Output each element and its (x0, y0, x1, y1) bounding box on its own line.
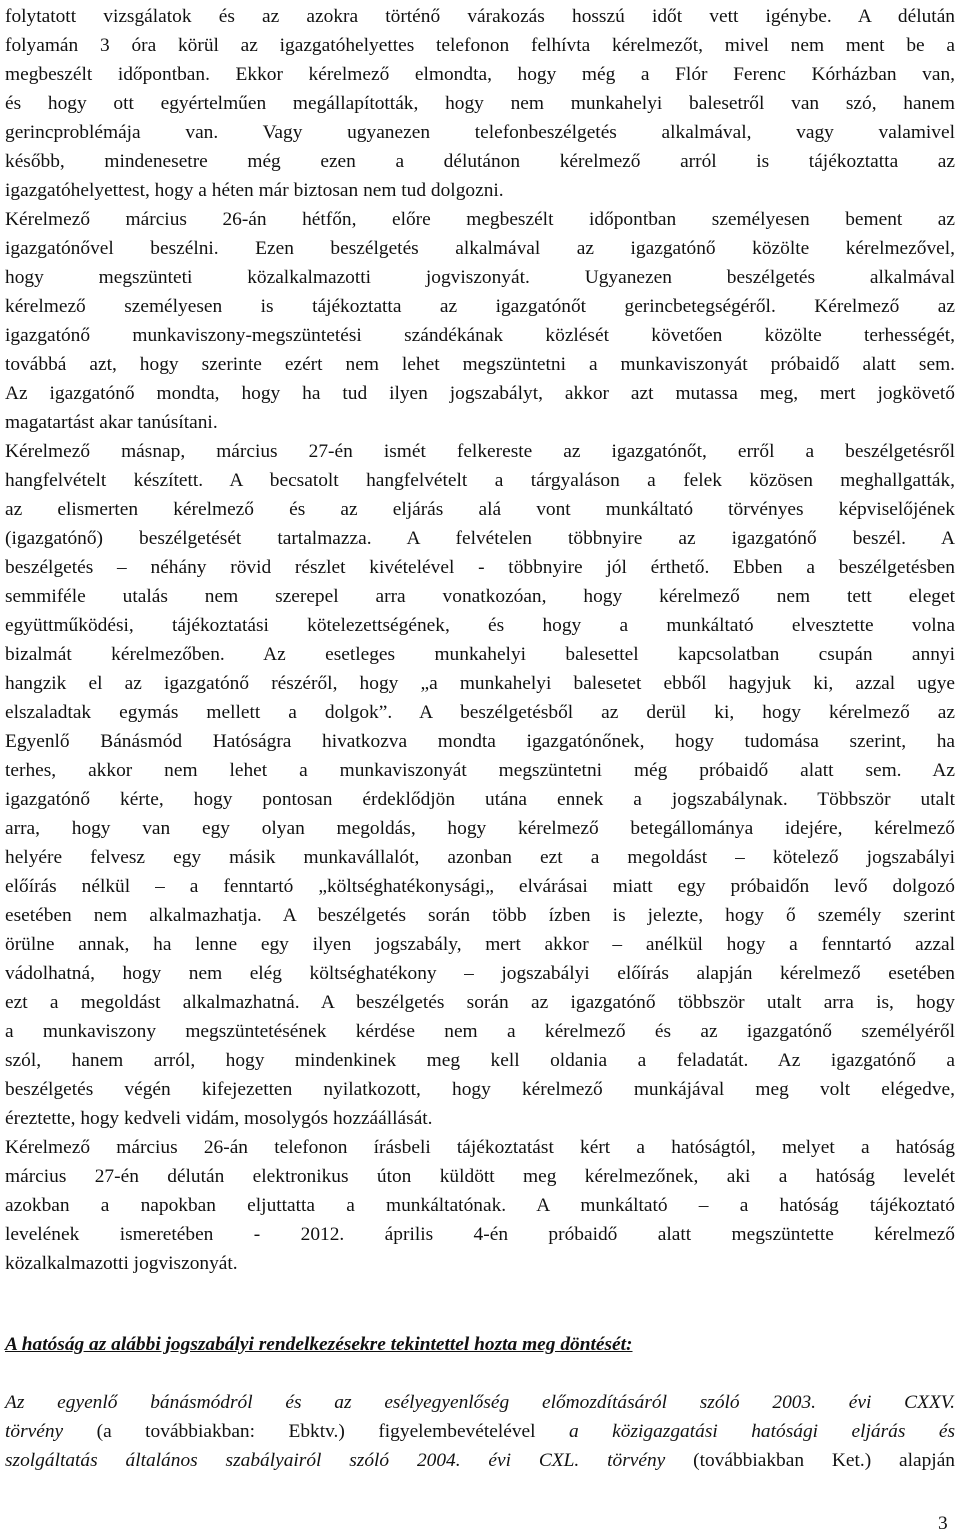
body-line: igazgatónővel beszélni. Ezen beszélgetés alkalmával az igazgatónő közölte kérelmezővel, (5, 238, 955, 259)
body-line: beszélgetés – néhány rövid részlet kivételével - többnyire jól érthető. Ebben a beszélgetésben (5, 557, 955, 578)
body-line: Az igazgatónő mondta, hogy ha tud ilyen jogszabályt, akkor azt mutassa meg, mert jogkövető (5, 383, 955, 404)
closing-line-2-c: a közigazgatási hatósági eljárás és (569, 1421, 956, 1442)
body-line: hangfelvételt készített. A becsatolt hangfelvételt a tárgyaláson a felek közösen meghallgatták, (5, 470, 955, 491)
body-line: Egyenlő Bánásmód Hatóságra hivatkozva mondta igazgatónőnek, hogy tudomása szerint, ha (5, 731, 955, 752)
body-line: együttműködési, tájékoztatási kötelezettségének, és hogy a munkáltató elvesztette volna (5, 615, 955, 636)
page-number: 3 (938, 1513, 948, 1534)
body-line: (igazgatónő) beszélgetését tartalmazza. A felvételen többnyire az igazgatónő beszél. A (5, 528, 955, 549)
body-line: hogy megszünteti közalkalmazotti jogviszonyát. Ugyanezen beszélgetés alkalmával (5, 267, 955, 288)
body-text (5, 2, 955, 1278)
body-line: hangzik el az igazgatónő részéről, hogy „a munkahelyi balesetet ebből hagyjuk ki, azzal ugye (5, 673, 955, 694)
body-line: magatartást akar tanúsítani. (5, 412, 218, 433)
body-line: arra, hogy van egy olyan megoldás, hogy kérelmező betegállománya idejére, kérelmező (5, 818, 955, 839)
body-line: megbeszélt időpontban. Ekkor kérelmező elmondta, hogy még a Flór Ferenc Kórházban van, (5, 64, 955, 85)
body-line: Kérelmező március 26-án hétfőn, előre megbeszélt időpontban személyesen bement az (5, 209, 955, 230)
body-line: terhes, akkor nem lehet a munkaviszonyát megszüntetni még próbaidő alatt sem. Az (5, 760, 955, 781)
body-line: előírás nélkül – a fenntartó „költséghatékonysági„ elvárásai miatt egy próbaidőn levő dolgozó (5, 876, 955, 897)
body-line: és hogy ott egyértelműen megállapították, hogy nem munkahelyi balesetről van szó, hanem (5, 93, 955, 114)
body-line: örülne annak, ha lenne egy ilyen jogszabály, mert akkor – anélkül hogy a fenntartó azzal (5, 934, 955, 955)
closing-line-2 (5, 1417, 955, 1446)
body-line: folytatott vizsgálatok és az azokra történő várakozás hosszú időt vett igénybe. A délután (5, 6, 955, 27)
body-line: azokban a napokban eljuttatta a munkáltatónak. A munkáltató – a hatóság tájékoztató (5, 1195, 955, 1216)
body-line: gerincproblémája van. Vagy ugyanezen telefonbeszélgetés alkalmával, vagy valamivel (5, 122, 955, 143)
body-line: Kérelmező március 26-án telefonon írásbeli tájékoztatást kért a hatóságtól, melyet a hatóság (5, 1137, 955, 1158)
body-line: levelének ismeretében - 2012. április 4-én próbaidő alatt megszüntette kérelmező (5, 1224, 955, 1245)
closing-line-1 (5, 1388, 955, 1417)
body-line: továbbá azt, hogy szerinte ezért nem lehet megszüntetni a munkaviszonyát próbaidő alatt sem. (5, 354, 955, 375)
body-line: igazgatóhelyettest, hogy a héten már biztosan nem tud dolgozni. (5, 180, 504, 201)
body-line: igazgatónő kérte, hogy pontosan érdeklődjön utána ennek a jogszabálynak. Többször utalt (5, 789, 955, 810)
closing-line-3-b: (továbbiakban Ket.) alapján (665, 1450, 955, 1471)
body-line: esetében nem alkalmazhatja. A beszélgetés során több ízben is jelezte, hogy ő személy szerint (5, 905, 955, 926)
body-line: folyamán 3 óra körül az igazgatóhelyettes telefonon felhívta kérelmezőt, mivel nem ment be a (5, 35, 955, 56)
body-line: Kérelmező másnap, március 27-én ismét felkereste az igazgatónőt, erről a beszélgetésről (5, 441, 955, 462)
closing-line-3 (5, 1446, 955, 1475)
body-line: beszélgetés végén kifejezetten nyilatkozott, hogy kérelmező munkájával meg volt elégedve, (5, 1079, 955, 1100)
section-heading: A hatóság az alábbi jogszabályi rendelkezésekre tekintettel hozta meg döntését: (5, 1334, 633, 1355)
body-line: igazgatónő munkaviszony-megszüntetési szándékának közlését követően közölte terhességét, (5, 325, 955, 346)
body-line: szól, hanem arról, hogy mindenkinek meg kell oldania a feladatát. Az igazgatónő a (5, 1050, 955, 1071)
closing-line-1-text: Az egyenlő bánásmódról és az esélyegyenlőség előmozdításáról szóló 2003. évi CXXV. (5, 1392, 955, 1413)
body-line: az elismerten kérelmező és az eljárás alá vont munkáltató törvényes képviselőjének (5, 499, 955, 520)
body-line: később, mindenesetre még ezen a délutánon kérelmező arról is tájékoztatta az (5, 151, 955, 172)
body-line: kérelmező személyesen is tájékoztatta az igazgatónőt gerincbetegségéről. Kérelmező az (5, 296, 955, 317)
body-line: a munkaviszony megszüntetésének kérdése nem a kérelmező és az igazgatónő személyéről (5, 1021, 955, 1042)
closing-line-2-a: törvény (5, 1421, 64, 1442)
closing-paragraph (5, 1388, 955, 1475)
body-line: március 27-én délután elektronikus úton küldött meg kérelmezőnek, aki a hatóság levelét (5, 1166, 955, 1187)
closing-line-2-b: (a továbbiakban: Ebktv.) figyelembevételével (63, 1421, 570, 1442)
body-line: közalkalmazotti jogviszonyát. (5, 1253, 238, 1274)
body-line: semmiféle utalás nem szerepel arra vonatkozóan, hogy kérelmező nem tett eleget (5, 586, 955, 607)
body-line: elszaladtak egymás mellett a dolgok”. A beszélgetésből az derül ki, hogy kérelmező az (5, 702, 955, 723)
body-line: ezt a megoldást alkalmazhatná. A beszélgetés során az igazgatónő többször utalt arra is, hogy (5, 992, 955, 1013)
body-line: bizalmát kérelmezőben. Az esetleges munkahelyi balesettel kapcsolatban csupán annyi (5, 644, 955, 665)
closing-line-3-a: szolgáltatás általános szabályairól szóló 2004. évi CXL. törvény (5, 1450, 666, 1471)
body-line: helyére felvesz egy másik munkavállalót, azonban ezt a megoldást – kötelező jogszabályi (5, 847, 955, 868)
body-line: éreztette, hogy kedveli vidám, mosolygós hozzáállását. (5, 1108, 433, 1129)
body-line: vádolhatná, hogy nem elég költséghatékony – jogszabályi előírás alapján kérelmező esetében (5, 963, 955, 984)
